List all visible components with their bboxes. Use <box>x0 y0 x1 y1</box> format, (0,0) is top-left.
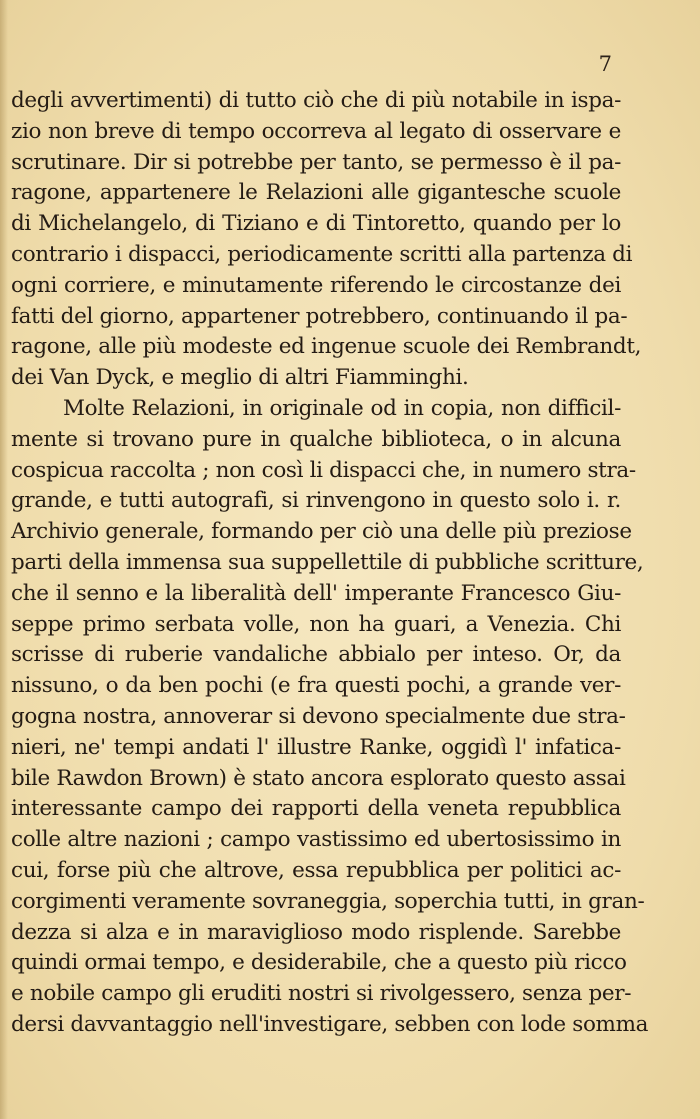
text-line: dezza si alza e in maraviglioso modo risplende. Sarebbe <box>11 919 621 945</box>
text-line: quindi ormai tempo, e desiderabile, che a questo più ricco <box>11 950 627 976</box>
text-line: colle altre nazioni ; campo vastissimo ed ubertosissimo in <box>11 827 621 853</box>
text-line: parti della immensa sua suppellettile di pubbliche scritture, <box>11 549 644 575</box>
text-line: gogna nostra, annoverar si devono specialmente due stra- <box>11 703 626 729</box>
text-line: interessante campo dei rapporti della veneta repubblica <box>11 796 621 822</box>
text-line: Archivio generale, formando per ciò una delle più preziose <box>11 519 632 545</box>
text-line: di Michelangelo, di Tiziano e di Tintoretto, quando per lo <box>11 211 621 237</box>
text-line: cospicua raccolta ; non così li dispacci che, in numero stra- <box>11 457 636 483</box>
page-edge-shadow <box>0 0 8 1119</box>
text-line: contrario i dispacci, periodicamente scritti alla partenza di <box>11 241 633 267</box>
text-line: e nobile campo gli eruditi nostri si rivolgessero, senza per- <box>11 981 632 1007</box>
text-line: bile Rawdon Brown) è stato ancora esplorato questo assai <box>11 765 626 791</box>
text-line: ogni corriere, e minutamente riferendo le circostanze dei <box>11 272 621 298</box>
page-number: 7 <box>598 52 612 76</box>
text-line: fatti del giorno, appartener potrebbero, continuando il pa- <box>11 303 628 329</box>
text-line: dersi davvantaggio nell'investigare, sebben con lode somma <box>11 1011 649 1037</box>
text-line: degli avvertimenti) di tutto ciò che di più notabile in ispa- <box>11 88 621 113</box>
text-line: corgimenti veramente sovraneggia, soperchia tutti, in gran- <box>11 888 645 914</box>
text-line: mente si trovano pure in qualche biblioteca, o in alcuna <box>11 426 621 452</box>
text-line: zio non breve di tempo occorreva al legato di osservare e <box>11 118 621 144</box>
text-line: ragone, alle più modeste ed ingenue scuole dei Rembrandt, <box>11 334 642 360</box>
text-line: seppe primo serbata volle, non ha guari, a Venezia. Chi <box>11 611 621 637</box>
text-line: scrutinare. Dir si potrebbe per tanto, se permesso è il pa- <box>11 149 621 175</box>
text-line: scrisse di ruberie vandaliche abbialo per inteso. Or, da <box>11 642 621 668</box>
text-line: grande, e tutti autografi, si rinvengono in questo solo i. r. <box>11 488 621 514</box>
text-line: nissuno, o da ben pochi (e fra questi pochi, a grande ver- <box>11 673 621 699</box>
paragraph <box>11 86 642 394</box>
body-text <box>11 86 649 1041</box>
text-line: dei Van Dyck, e meglio di altri Fiamminghi. <box>11 365 469 391</box>
text-line: Molte Relazioni, in originale od in copia, non difficil- <box>63 395 621 421</box>
text-line: cui, forse più che altrove, essa repubblica per politici ac- <box>11 857 621 883</box>
text-line: nieri, ne' tempi andati l' illustre Ranke, oggidì l' infatica- <box>11 734 621 760</box>
paragraph <box>11 394 649 1041</box>
text-line: che il senno e la liberalità dell' imperante Francesco Giu- <box>11 580 621 606</box>
text-line: ragone, appartenere le Relazioni alle gigantesche scuole <box>11 180 621 206</box>
